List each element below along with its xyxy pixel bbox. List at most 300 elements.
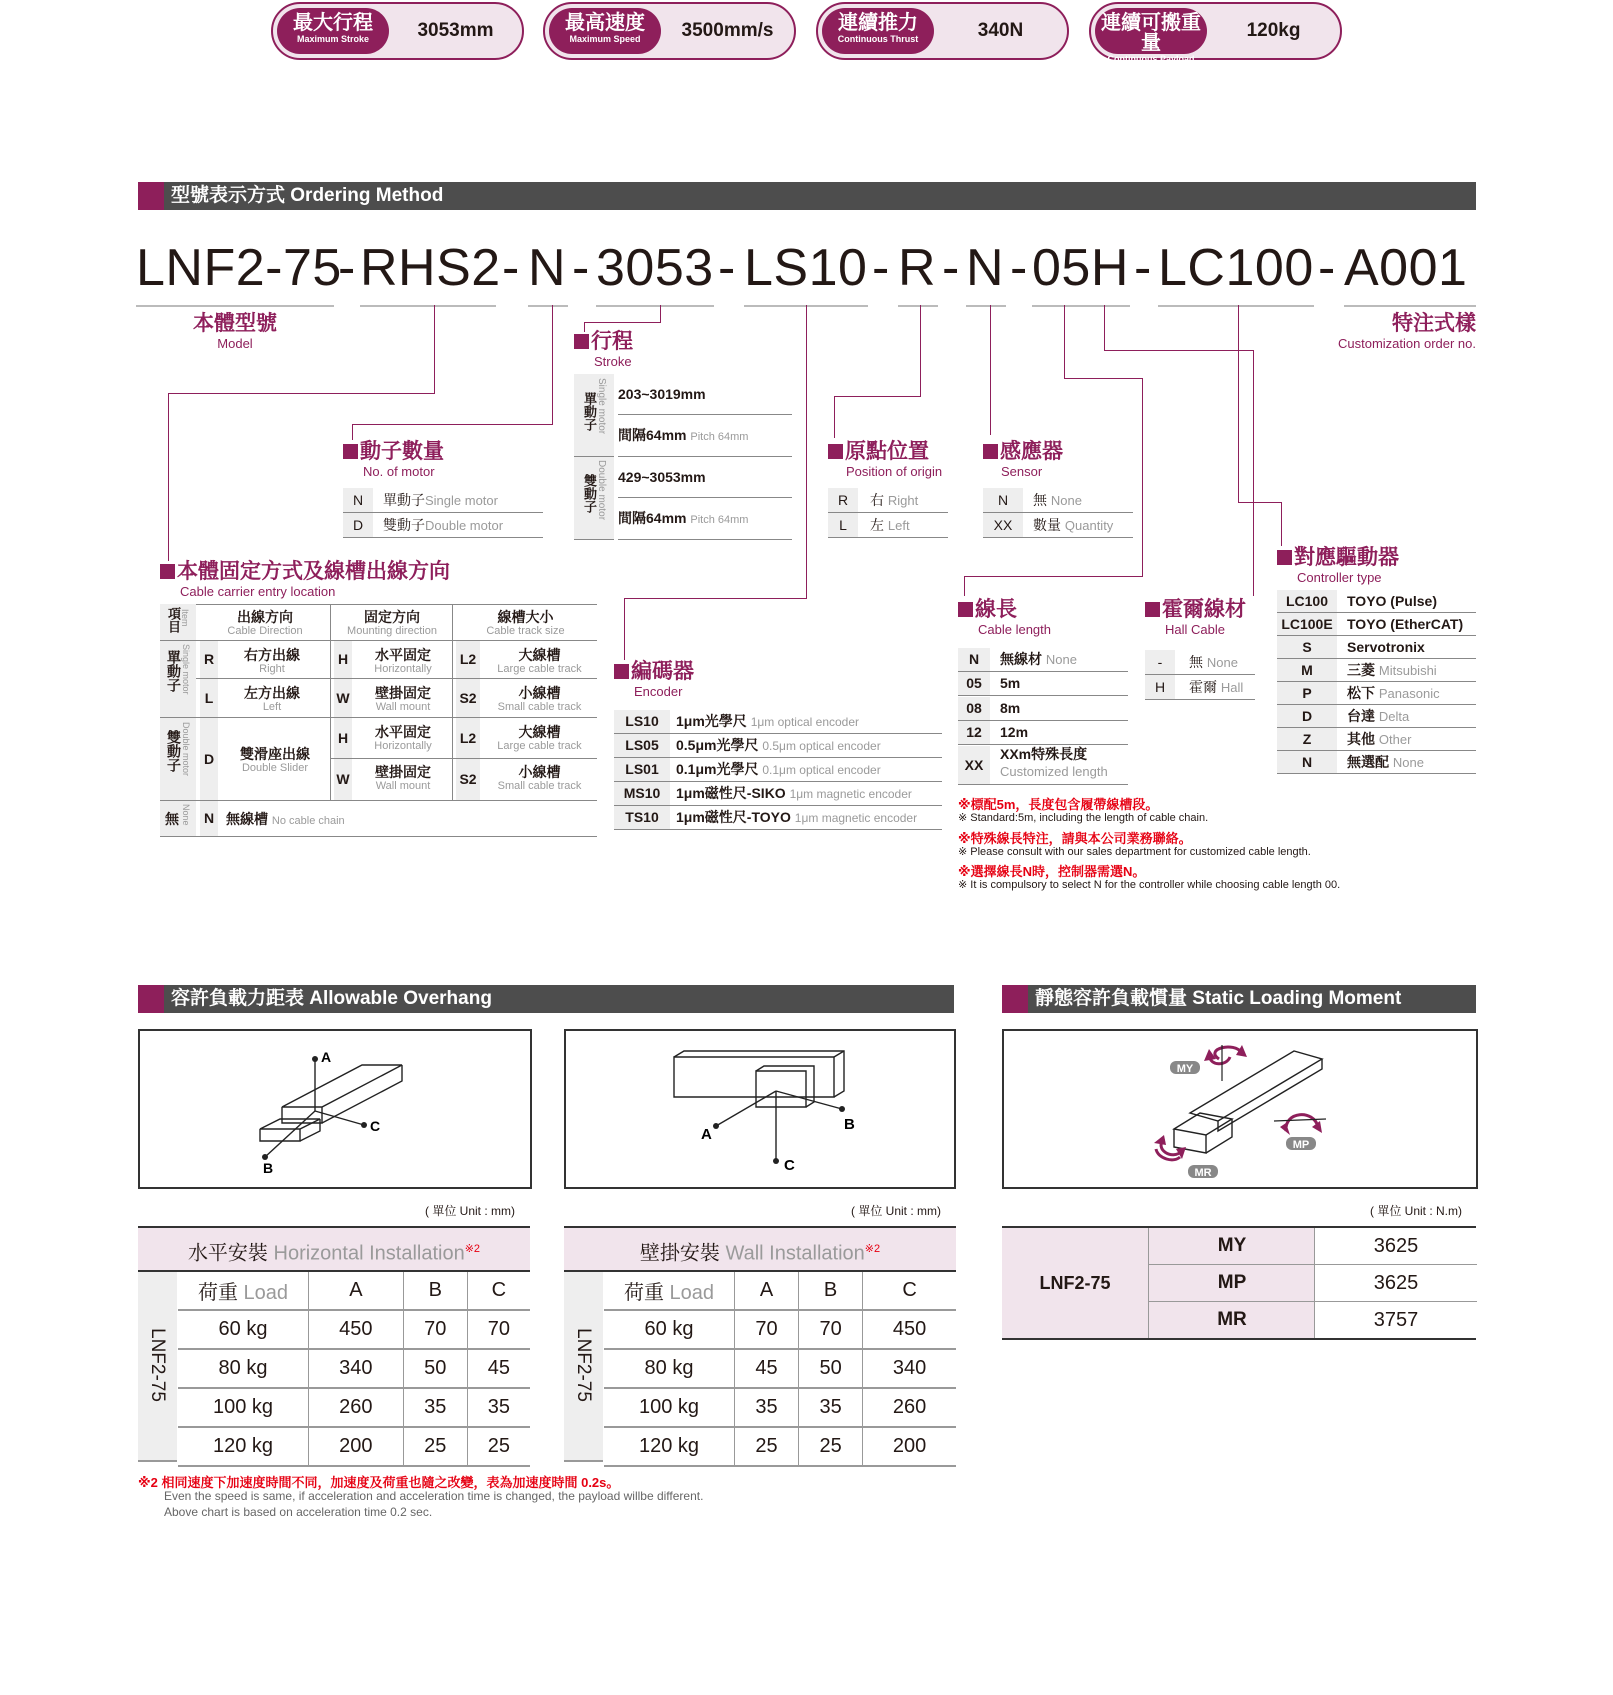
code-w: W <box>334 679 352 717</box>
value-en: Panasonic <box>1378 686 1440 701</box>
footnote-mark: ※2 <box>864 1243 881 1255</box>
value: 雙動子 <box>383 517 425 533</box>
label-en: Stroke <box>594 354 632 369</box>
load-header <box>178 1272 309 1310</box>
code-sep: - <box>1318 239 1336 297</box>
table-header-row <box>604 1272 956 1310</box>
connector-line <box>990 305 991 435</box>
code-controller: LC100 <box>1158 239 1314 297</box>
connector-line <box>1238 502 1282 503</box>
title-en: Horizontal Installation <box>273 1242 465 1265</box>
code-custom: A001 <box>1344 239 1468 297</box>
load-cell: 100 kg <box>604 1388 735 1427</box>
note-text: ※特殊線長特注，請與本公司業務聯絡。 <box>958 831 1192 846</box>
none-label-en: None <box>181 804 191 826</box>
key: N <box>958 648 990 671</box>
connector-line <box>168 393 435 394</box>
code-cable-entry: RHS2 <box>360 239 501 297</box>
right-label-en: Right <box>259 663 285 675</box>
small-track-label: 小線槽 <box>518 685 561 701</box>
value-en: Hall <box>1220 680 1244 695</box>
mounting-header-en: Mounting direction <box>347 625 437 637</box>
value-cell: 25 <box>467 1427 530 1466</box>
moment-value: 3625 <box>1314 1228 1477 1265</box>
value-en: Delta <box>1378 709 1410 724</box>
value-cell: 35 <box>735 1388 799 1427</box>
key: N <box>983 488 1023 512</box>
connector-line <box>834 396 921 397</box>
key: P <box>1277 682 1337 704</box>
value-cell: 50 <box>403 1349 467 1388</box>
label-en: Encoder <box>634 684 683 699</box>
controller-header <box>1277 546 1399 586</box>
double-motor-label: 雙動子 <box>582 474 597 513</box>
load-header-en: Load <box>669 1282 715 1304</box>
spec-value: 120kg <box>1246 20 1301 41</box>
encoder-row <box>614 734 942 758</box>
model-cell <box>138 1272 177 1462</box>
connector-line <box>964 576 1143 577</box>
title-zh: 壁掛安裝 <box>639 1242 720 1265</box>
point-b-label: B <box>263 1160 274 1176</box>
connector-line <box>964 576 965 596</box>
double-motor-label-en: Double motor <box>181 722 191 777</box>
value-cell: 25 <box>735 1427 799 1466</box>
load-header-zh: 荷重 <box>197 1282 238 1304</box>
label-en: No. of motor <box>363 464 435 479</box>
value-cell: 200 <box>863 1427 956 1466</box>
value: 8m <box>1000 700 1021 716</box>
encoder-row <box>614 710 942 734</box>
underline <box>966 305 1006 307</box>
cable-direction-header: 出線方向 <box>237 609 293 625</box>
wall-table <box>604 1272 956 1467</box>
cable-row <box>958 672 1128 696</box>
value: 429~3053mm <box>618 469 706 485</box>
value: 左 <box>870 517 884 533</box>
code-sep: - <box>1134 239 1152 297</box>
value-en: Mitsubishi <box>1378 663 1437 678</box>
motor-row <box>343 488 543 513</box>
stroke-range-single <box>618 374 792 415</box>
spec-payload <box>1089 2 1342 64</box>
value-en: None <box>1392 755 1424 770</box>
underline <box>136 305 334 307</box>
value: 其他 <box>1347 731 1375 747</box>
code-encoder: LS10 <box>744 239 868 297</box>
double-motor-label: 雙動子 <box>166 730 182 772</box>
key: 12 <box>958 721 990 744</box>
table-row <box>604 1349 956 1388</box>
code-l2: L2 <box>456 641 480 678</box>
stroke-range-double <box>618 457 792 498</box>
key: N <box>1277 751 1337 773</box>
section-title: 型號表示方式 Ordering Method <box>171 185 444 206</box>
value: Servotronix <box>1347 639 1425 655</box>
moment-key: MY <box>1148 1228 1315 1265</box>
code-sep: - <box>572 239 590 297</box>
code-sep: - <box>872 239 890 297</box>
mount-header <box>160 560 450 600</box>
label-en: Model <box>217 336 253 351</box>
controller-row <box>1277 590 1476 613</box>
hall-header <box>1145 598 1246 638</box>
label-zh: 編碼器 <box>631 660 694 683</box>
load-cell: 60 kg <box>178 1310 309 1349</box>
mount-table <box>160 604 597 836</box>
key: H <box>1145 675 1175 699</box>
encoder-row <box>614 782 942 806</box>
value: TOYO (EtherCAT) <box>1347 616 1464 632</box>
overhang-note: Even the speed is same, if acceleration and acceleration time is changed, the payload willbe different. <box>164 1489 704 1503</box>
value: 5m <box>1000 675 1021 691</box>
cable-direction-header-en: Cable Direction <box>227 625 303 637</box>
underline <box>360 305 496 307</box>
no-cable-label-en: No cable chain <box>271 815 345 827</box>
value-cell: 70 <box>735 1310 799 1349</box>
double-slider-label-en: Double Slider <box>241 762 309 774</box>
left-label-en: Left <box>262 701 282 713</box>
ordering-method-bar <box>138 182 1476 210</box>
motor-row <box>343 513 543 538</box>
spec-label: 最高速度 <box>565 12 645 34</box>
value-cell: 70 <box>467 1310 530 1349</box>
spec-label-en: Continuous Thrust <box>837 34 919 44</box>
underline <box>1344 305 1476 307</box>
right-label: 右方出線 <box>244 647 300 663</box>
spec-label: 連續推力 <box>838 12 918 34</box>
key: LS05 <box>614 734 670 757</box>
note-text: ※ It is compulsory to select N for the controller while choosing cable length 00. <box>958 879 1341 891</box>
load-header-zh: 荷重 <box>623 1282 664 1304</box>
value: 203~3019mm <box>618 386 706 402</box>
origin-header <box>828 440 942 480</box>
mr-label: MR <box>1194 1167 1212 1179</box>
label-en: Customization order no. <box>1337 336 1476 351</box>
model-label: LNF2-75 <box>573 1328 594 1402</box>
key: XX <box>983 513 1023 537</box>
hall-row <box>1145 650 1255 675</box>
code-h: H <box>334 641 352 678</box>
code-n: N <box>200 801 218 836</box>
column-header: C <box>863 1272 956 1310</box>
key: 05 <box>958 672 990 695</box>
value-en: 0.1μm optical encoder <box>762 763 881 777</box>
large-track-label: 大線槽 <box>518 647 561 663</box>
label-en: Cable length <box>978 622 1051 637</box>
note-text: ※ Please consult with our sales department for customized cable length. <box>958 846 1311 858</box>
label-zh: 感應器 <box>1000 440 1063 463</box>
key: Z <box>1277 728 1337 750</box>
value-en: Pitch 64mm <box>690 514 749 526</box>
value-cell: 25 <box>799 1427 863 1466</box>
code-sep: - <box>718 239 736 297</box>
value: 右 <box>870 492 884 508</box>
note-text: ※標配5m，長度包含履帶線槽段。 <box>958 797 1159 812</box>
value-en: Pitch 64mm <box>690 431 749 443</box>
wall-label: 壁掛固定 <box>375 764 431 780</box>
model-label: LNF2-75 <box>147 1328 168 1402</box>
large-track-label: 大線槽 <box>518 724 561 740</box>
key: M <box>1277 659 1337 681</box>
code-sep: - <box>942 239 960 297</box>
small-track-label: 小線槽 <box>518 764 561 780</box>
double-motor-label-en: Double motor <box>596 460 607 521</box>
track-size-header: 線槽大小 <box>497 609 554 625</box>
label-zh: 行程 <box>591 330 633 353</box>
point-c-label: C <box>370 1118 381 1134</box>
spec-speed <box>543 2 796 60</box>
value: TOYO (Pulse) <box>1347 593 1437 609</box>
value: XXm特殊長度 <box>1000 746 1088 762</box>
load-cell: 80 kg <box>178 1349 309 1388</box>
value-en: Left <box>887 518 910 533</box>
key: LS01 <box>614 758 670 781</box>
code-l: L <box>200 679 218 717</box>
table-row <box>178 1349 530 1388</box>
item-label-en: Item <box>180 609 190 627</box>
key: S <box>1277 636 1337 658</box>
value: 12m <box>1000 724 1029 740</box>
controller-row <box>1277 728 1476 751</box>
key: 08 <box>958 697 990 720</box>
value-cell: 340 <box>309 1349 404 1388</box>
value-en: 1μm magnetic encoder <box>794 811 918 825</box>
no-cable-label: 無線槽 <box>226 811 268 827</box>
track-size-header-en: Cable track size <box>486 625 565 637</box>
controller-row <box>1277 613 1476 636</box>
value-cell: 35 <box>467 1388 530 1427</box>
key: LS10 <box>614 710 670 733</box>
encoder-row <box>614 806 942 830</box>
spec-value: 3053mm <box>417 20 494 41</box>
overhang-bar <box>138 985 954 1013</box>
single-motor-label: 單動子 <box>166 650 182 692</box>
unit-label: ( 單位 Unit : N.m) <box>1370 1204 1462 1218</box>
value-en: None <box>1045 652 1077 667</box>
wall-label-en: Wall mount <box>375 701 431 713</box>
double-slider-label: 雙滑座出線 <box>240 746 310 762</box>
small-track-label-en: Small cable track <box>497 701 582 713</box>
cable-row <box>958 648 1128 672</box>
underline <box>596 305 714 307</box>
column-header: C <box>467 1272 530 1310</box>
value: 1μm光學尺 <box>676 713 747 729</box>
code-stroke: 3053 <box>596 239 714 297</box>
label-zh: 霍爾線材 <box>1162 598 1246 621</box>
unit-label: ( 單位 Unit : mm) <box>425 1204 515 1218</box>
wall-diagram <box>564 1029 956 1189</box>
cable-row <box>958 746 1128 785</box>
load-cell: 100 kg <box>178 1388 309 1427</box>
spec-thrust <box>816 2 1069 60</box>
horizontal-label: 水平固定 <box>375 724 431 740</box>
code-s2: S2 <box>456 759 480 800</box>
value-en: Other <box>1378 732 1412 747</box>
value-cell: 340 <box>863 1349 956 1388</box>
value-cell: 450 <box>863 1310 956 1349</box>
model-label <box>190 312 280 352</box>
model-cell <box>564 1272 603 1462</box>
wall-label-en: Wall mount <box>375 780 431 792</box>
controller-row <box>1277 705 1476 728</box>
small-track-label-en: Small cable track <box>497 780 582 792</box>
connector-line <box>1253 350 1254 596</box>
controller-row <box>1277 636 1476 659</box>
point-a-label: A <box>321 1049 332 1065</box>
code-sep: - <box>338 239 356 297</box>
load-cell: 120 kg <box>604 1427 735 1466</box>
encoder-row <box>614 758 942 782</box>
single-motor-label-en: Single motor <box>181 644 191 695</box>
item-label: 項目 <box>166 607 181 633</box>
connector-line <box>584 322 661 323</box>
value: 單動子 <box>383 492 425 508</box>
value: 0.1μm光學尺 <box>676 761 759 777</box>
connector-line <box>434 305 435 393</box>
table-row <box>604 1388 956 1427</box>
cable-row <box>958 697 1128 721</box>
connector-line <box>920 305 921 397</box>
moment-value: 3757 <box>1314 1302 1477 1338</box>
label-en: Hall Cable <box>1165 622 1225 637</box>
moment-key: MR <box>1148 1302 1315 1338</box>
none-label: 無 <box>165 811 179 827</box>
table-header-row <box>178 1272 530 1310</box>
value-en: 1μm magnetic encoder <box>789 787 912 801</box>
unit-label: ( 單位 Unit : mm) <box>851 1204 941 1218</box>
load-header <box>604 1272 735 1310</box>
moment-table <box>1002 1226 1476 1340</box>
underline <box>528 305 568 307</box>
hall-row <box>1145 675 1255 700</box>
value: 數量 <box>1033 517 1061 533</box>
wall-title <box>564 1226 956 1272</box>
load-cell: 60 kg <box>604 1310 735 1349</box>
large-track-label-en: Large cable track <box>497 740 582 752</box>
large-track-label-en: Large cable track <box>497 663 582 675</box>
value-cell: 70 <box>403 1310 467 1349</box>
value-en: Customized length <box>1000 764 1108 779</box>
key: D <box>1277 705 1337 727</box>
column-header: A <box>735 1272 799 1310</box>
left-label: 左方出線 <box>244 685 300 701</box>
value-en: Right <box>887 493 919 508</box>
moment-bar <box>1002 985 1476 1013</box>
code-motor: N <box>528 239 567 297</box>
origin-row <box>828 488 948 513</box>
code-model: LNF2-75 <box>136 239 342 297</box>
connector-line <box>1104 350 1254 351</box>
horizontal-title <box>138 1226 530 1272</box>
my-label: MY <box>1176 1063 1194 1075</box>
label-zh: 動子數量 <box>360 440 444 463</box>
horizontal-label-en: Horizontally <box>374 663 432 675</box>
footnote-mark: ※2 <box>464 1243 481 1255</box>
table-row <box>178 1427 530 1466</box>
horizontal-label-en: Horizontally <box>374 740 432 752</box>
table-row <box>178 1310 530 1349</box>
code-cable-length: 05H <box>1032 239 1129 297</box>
moment-diagram <box>1002 1029 1478 1189</box>
value-cell: 260 <box>863 1388 956 1427</box>
value: 間隔64mm <box>618 427 687 443</box>
controller-row <box>1277 659 1476 682</box>
custom-label <box>1330 312 1476 352</box>
value-cell: 70 <box>799 1310 863 1349</box>
key: LC100 <box>1277 590 1337 612</box>
value: 間隔64mm <box>618 510 687 526</box>
connector-line <box>168 393 169 561</box>
mounting-header: 固定方向 <box>364 609 420 625</box>
value-cell: 450 <box>309 1310 404 1349</box>
label-zh: 原點位置 <box>845 440 929 463</box>
connector-line <box>1064 378 1143 379</box>
value: 1μm磁性尺-SIKO <box>676 785 786 801</box>
overhang-note: ※2 相同速度下加速度時間不同，加速度及荷重也隨之改變，表為加速度時間 0.2s。 <box>138 1475 620 1490</box>
spec-label-en: Maximum Speed <box>569 34 641 44</box>
horizontal-label: 水平固定 <box>375 647 431 663</box>
connector-line <box>1064 305 1065 379</box>
label-zh: 線長 <box>975 598 1017 621</box>
spec-value: 340N <box>977 20 1024 41</box>
mp-label: MP <box>1292 1139 1310 1151</box>
code-sensor: N <box>966 239 1005 297</box>
connector-line <box>352 424 353 440</box>
column-header: B <box>799 1272 863 1310</box>
stroke-pitch-double <box>618 498 792 540</box>
stroke-header <box>574 330 633 370</box>
connector-line <box>806 305 807 598</box>
moment-key: MP <box>1148 1265 1315 1302</box>
point-b-label: B <box>844 1116 855 1133</box>
point-a-label: A <box>701 1126 712 1143</box>
wall-label: 壁掛固定 <box>375 685 431 701</box>
stroke-table <box>574 374 792 539</box>
moment-diagram-svg <box>1004 1031 1476 1187</box>
value-cell: 260 <box>309 1388 404 1427</box>
spec-stroke <box>271 2 524 60</box>
connector-line <box>624 598 625 660</box>
label-zh: 特注式樣 <box>1392 312 1476 335</box>
value-cell: 45 <box>467 1349 530 1388</box>
code-origin: R <box>898 239 937 297</box>
horizontal-diagram-svg <box>140 1031 530 1187</box>
section-title: 靜態容許負載慣量 Static Loading Moment <box>1035 988 1402 1009</box>
column-header: A <box>309 1272 404 1310</box>
code-sep: - <box>502 239 520 297</box>
value: 1μm磁性尺-TOYO <box>676 809 791 825</box>
code-l2: L2 <box>456 718 480 758</box>
key: LC100E <box>1277 613 1337 635</box>
load-header-en: Load <box>243 1282 289 1304</box>
key: XX <box>958 746 990 784</box>
value-cell: 25 <box>403 1427 467 1466</box>
title-en: Wall Installation <box>725 1242 865 1265</box>
code-w: W <box>334 759 352 800</box>
connector-line <box>1238 305 1239 503</box>
overhang-note: Above chart is based on acceleration time 0.2 sec. <box>164 1505 433 1519</box>
code-s2: S2 <box>456 679 480 717</box>
label-zh: 本體固定方式及線槽出線方向 <box>177 560 450 583</box>
label-en: Sensor <box>1001 464 1043 479</box>
wall-diagram-svg <box>566 1031 954 1187</box>
value-cell: 35 <box>403 1388 467 1427</box>
code-h: H <box>334 718 352 758</box>
value-en: Quantity <box>1064 518 1114 533</box>
spec-label-en: Continuous Payload <box>1107 54 1195 64</box>
key: TS10 <box>614 806 670 829</box>
